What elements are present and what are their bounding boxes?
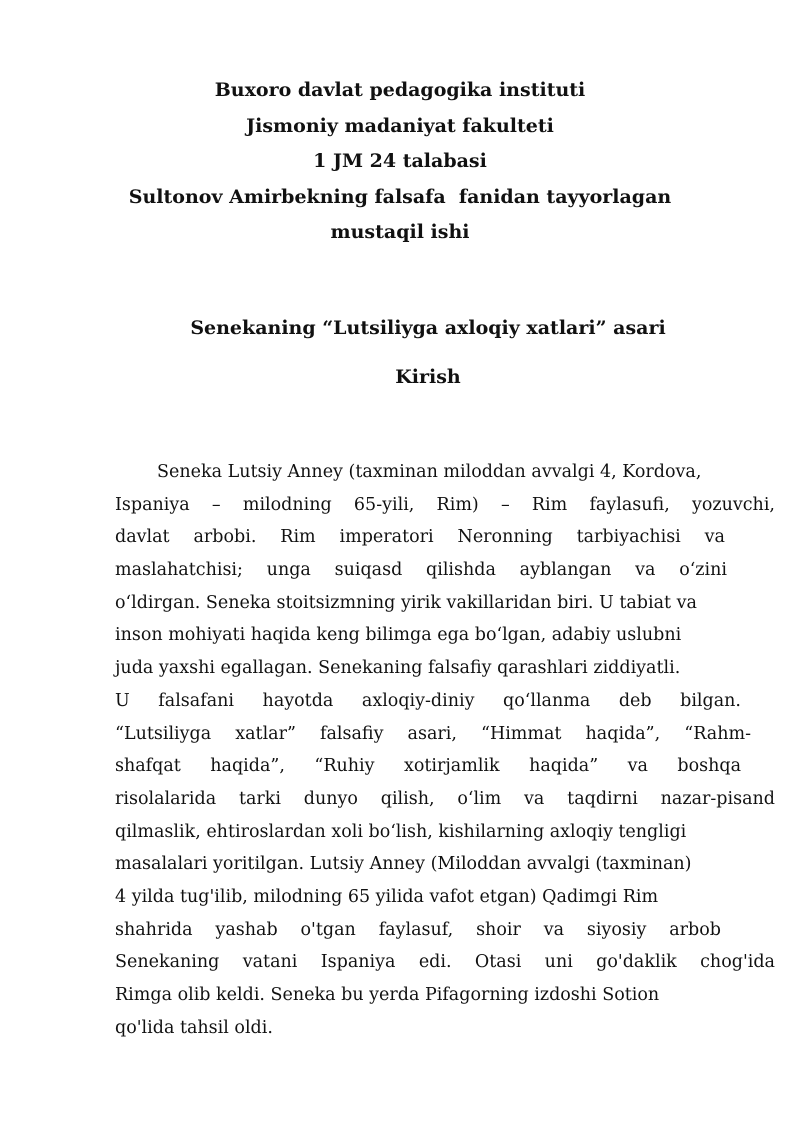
body-line: maslahatchisi; unga suiqasd qilishda ayblangan va oʻzini xyxy=(115,560,727,581)
body-paragraph xyxy=(115,456,775,1044)
body-line: inson mohiyati haqida keng bilimga ega boʻlgan, adabiy uslubni xyxy=(115,625,682,646)
body-line: juda yaxshi egallagan. Senekaning falsafiy qarashlari ziddiyatli. xyxy=(115,658,681,679)
body-line: qo'lida tahsil oldi. xyxy=(115,1017,273,1038)
student-group: 1 JM 24 talabasi xyxy=(313,150,487,172)
document-header xyxy=(0,73,800,251)
body-line: shahrida yashab o'tgan faylasuf, shoir va siyosiy arbob xyxy=(115,919,721,940)
body-line: Seneka Lutsiy Anney (taxminan miloddan avvalgi 4, Kordova, xyxy=(157,462,702,482)
body-line: masalalari yoritilgan. Lutsiy Anney (Miloddan avvalgi (taxminan) xyxy=(115,854,692,875)
author-line: Sultonov Amirbekning falsafa fanidan tayyorlagan xyxy=(128,185,672,208)
body-line: Rimga olib keldi. Seneka bu yerda Pifagorning izdoshi Sotion xyxy=(115,985,660,1005)
document-title: Senekaning “Lutsiliyga axloqiy xatlari” asari xyxy=(190,317,666,339)
body-line: davlat arbobi. Rim imperatori Neronning tarbiyachisi va xyxy=(115,527,725,548)
body-line: U falsafani hayotda axloqiy-diniy qoʻllanma deb bilgan. xyxy=(115,690,741,711)
body-line: Senekaning vatani Ispaniya edi. Otasi uni go'daklik chog'ida xyxy=(115,952,775,973)
body-line: Ispaniya – milodning 65-yili, Rim) – Rim faylasufi, yozuvchi, xyxy=(115,494,775,515)
institute-name: Buxoro davlat pedagogika instituti xyxy=(214,79,586,101)
body-line: qilmaslik, ehtiroslardan xoli boʻlish, kishilarning axloqiy tengligi xyxy=(115,821,687,842)
body-line: “Lutsiliyga xatlar” falsafiy asari, “Himmat haqida”, “Rahm- xyxy=(115,723,751,744)
body-line: shafqat haqida”, “Ruhiy xotirjamlik haqida” va boshqa xyxy=(115,756,741,777)
faculty-name: Jismoniy madaniyat fakulteti xyxy=(246,114,554,137)
section-title: Kirish xyxy=(395,366,461,388)
body-line: oʻldirgan. Seneka stoitsizmning yirik vakillaridan biri. U tabiat va xyxy=(115,592,697,613)
body-line: 4 yilda tug'ilib, milodning 65 yilida vafot etgan) Qadimgi Rim xyxy=(115,886,659,907)
body-line: risolalarida tarki dunyo qilish, oʻlim va taqdirni nazar-pisand xyxy=(115,788,775,809)
work-type: mustaqil ishi xyxy=(330,221,470,243)
